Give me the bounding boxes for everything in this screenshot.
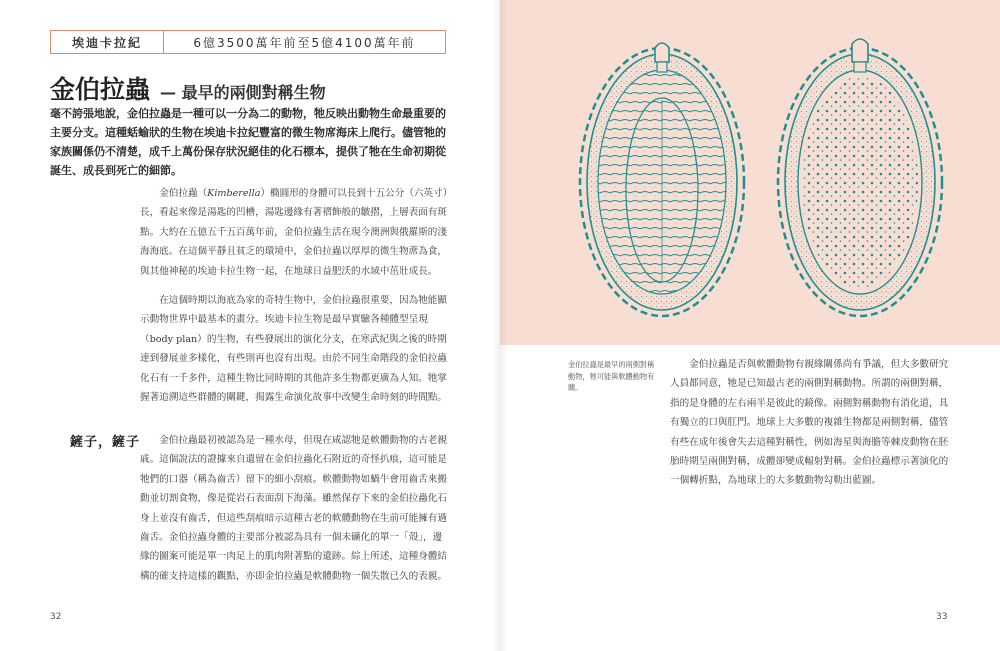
page-title — [50, 70, 450, 106]
side-heading: 鏟子，鏟子 — [70, 435, 141, 450]
kimberella-illustrations — [500, 0, 1000, 345]
illustration-panel — [500, 0, 1000, 345]
intro-paragraph: 毫不誇張地說，金伯拉蟲是一種可以一分為二的動物，牠反映出動物生命最重要的主要分支。這種蛞蝓狀的生物在埃迪卡拉紀豐富的微生物席海床上爬行。儘管牠的家族關係仍不清楚，成千上萬份保存狀況絕佳的化石標本，提供了牠在生命初期從誕生、成長到死亡的細節。 — [50, 107, 446, 177]
right-body-paragraph — [670, 355, 952, 491]
page-number-left: 32 — [50, 612, 62, 622]
p2-text: 在這個時期以海底為家的奇特生物中，金伯拉蟲很重要，因為牠能顯示動物世界中最基本的畫分。埃迪卡拉生物是最早實驗各種體型呈現（body plan）的生物，有些發展出的演化分支，在寒武紀與之後的時期達到發展並多樣化，有些則再也沒有出現。由於不同生命階段的金伯拉蟲化石有一千多件，這種生物比同時期的其他許多生物都更廣為人知。牠掌握著追溯這些群體的關鍵，揭露生命演化故事中改變生命時刻的時間點。 — [140, 295, 447, 404]
p3-text: 金伯拉蟲最初被認為是一種水母，但現在咸認牠是軟體動物的古老親戚。這個說法的證據來自遺留在金伯拉蟲化石附近的奇怪扒痕，這可能是牠們的口器（稱為齒舌）留下的細小刮痕。軟體動物如蝸牛會用齒舌來搬動並切割食物，像是從岩石表面刮下海藻。雖然保存下來的金伯拉蟲化石身上並沒有齒舌，但這些刮痕暗示這種古老的軟體動物在生前可能擁有過齒舌。金伯拉蟲身體的主要部分被認為具有一個未礦化的單一「殼」，邊緣的圖案可能是單一肉足上的肌肉附著點的遺跡。綜上所述，這種身體結構的確支持這樣的觀點，亦即金伯拉蟲是軟體動物一個失散已久的表親。 — [140, 435, 447, 582]
body-paragraph-2 — [140, 291, 450, 407]
p1-after: ）橢圓形的身體可以長到十五公分（六英寸）長，看起來像是湯匙的凹槽，湯匙邊緣有著褶飾般的皺摺，上層表面有斑點。大約在五億五千五百萬年前，金伯拉蟲生活在現今澳洲與俄羅斯的淺海海底。在這個平靜且貧乏的環境中，金伯拉蟲以厚厚的微生物蓆為食，與其他神秘的埃迪卡拉生物一起，在地球日益肥沃的水域中茁壯成長。 — [140, 188, 448, 277]
right-body-text: 金伯拉蟲是否與軟體動物有親緣關係尚有爭議，但大多數研究人員都同意，牠是已知最古老的兩側對稱動物。所謂的兩側對稱，指的是身體的左右兩半是彼此的鏡像。兩側對稱動物有消化道，具有獨立的口與肛門。地球上大多數的複雜生物都是兩側對稱，儘管有些在成年後會失去這種對稱性，例如海星與海膽等棘皮動物在胚胎時期呈兩側對稱，成體卻變成輻射對稱。金伯拉蟲標示著演化的一個轉折點，為地球上的大多數動物勾勒出藍圖。 — [670, 359, 949, 487]
page-number-right: 33 — [936, 612, 948, 622]
p1-before: 金伯拉蟲（ — [159, 188, 208, 199]
era-name: 埃迪卡拉紀 — [51, 31, 164, 53]
kimberella-dorsal-view — [580, 43, 744, 316]
book-gutter — [492, 0, 508, 651]
era-time-range: 6億3500萬年前至5億4100萬年前 — [193, 35, 416, 50]
era-header — [50, 30, 446, 54]
p1-species-name: Kimberella — [207, 188, 261, 199]
title-subtitle: — 最早的兩側對稱生物 — [160, 83, 326, 102]
body-paragraph-1 — [140, 184, 450, 281]
kimberella-ventral-view — [778, 39, 942, 316]
right-page — [500, 0, 1000, 651]
body-paragraph-3 — [140, 431, 450, 586]
figure-caption: 金伯拉蟲是最早的兩側對稱動物，牠可能與軟體動物有關。 — [568, 360, 655, 392]
title-main: 金伯拉蟲 — [50, 75, 151, 104]
